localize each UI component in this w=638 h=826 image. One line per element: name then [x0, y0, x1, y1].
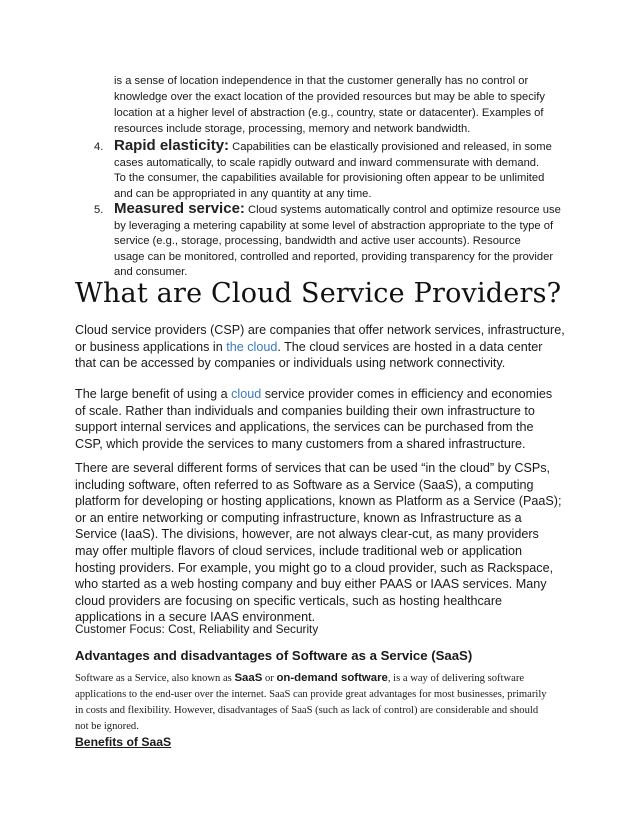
- para-line: applications in a secure IAAS environment.: [75, 610, 316, 625]
- paragraph-csp-definition: [75, 322, 570, 372]
- the-cloud-link[interactable]: the cloud: [226, 339, 278, 354]
- para-line: including software, often referred to as Software as a Service (SaaS), a computing: [75, 477, 534, 492]
- list-line: [114, 138, 586, 156]
- list-number: 5.: [94, 204, 104, 216]
- list-item-body: [114, 201, 586, 281]
- list-term: Rapid elasticity:: [114, 137, 230, 154]
- list-line: by leveraging a metering capability at some level of abstraction appropriate to the type of: [114, 219, 554, 232]
- para-line: that can be accessed by companies or individuals using network connectivity.: [75, 356, 506, 371]
- list-text: Capabilities can be elastically provisioned and released, in some: [232, 141, 552, 153]
- para-line: platform for developing or hosting applications, known as Platform as a Service (PaaS);: [75, 494, 562, 509]
- intro-line: resources include storage, processing, memory and network bandwidth.: [114, 123, 471, 135]
- list-line: cases automatically, to scale rapidly outward and inward commensurate with demand.: [114, 156, 540, 169]
- benefits-heading: Benefits of SaaS: [75, 735, 172, 749]
- saas-term: SaaS: [234, 672, 263, 684]
- para-line: of scale. Rather than individuals and companies building their own infrastructure to: [75, 403, 535, 418]
- para-text: . The cloud services are hosted in a data center: [277, 339, 543, 354]
- list-term: Measured service:: [114, 200, 245, 217]
- list-line: service (e.g., storage, processing, bandwidth and active user accounts). Resource: [114, 235, 521, 248]
- para-line: or an entire networking or computing infrastructure, known as Infrastructure as a: [75, 510, 522, 525]
- list-line: and consumer.: [114, 266, 188, 279]
- para-line: There are several different forms of services that can be used “in the cloud” by CSPs,: [75, 461, 551, 475]
- section-heading: What are Cloud Service Providers?: [75, 278, 562, 309]
- intro-line: knowledge over the exact location of the provided resources but may be able to specify: [114, 91, 545, 103]
- para-line: cloud providers are focusing on specific verticals, such as hosting healthcare: [75, 593, 503, 608]
- para-line: [75, 386, 570, 403]
- list-line: To the consumer, the capabilities available for provisioning often appear to be unlimited: [114, 172, 545, 185]
- advantages-heading: Advantages and disadvantages of Software as a Service (SaaS): [75, 648, 473, 663]
- para-line: [75, 339, 570, 356]
- cloud-link[interactable]: cloud: [231, 387, 262, 401]
- para-line: may offer multiple flavors of cloud services, include traditional web or application: [75, 543, 523, 558]
- para-line: CSP, which provide the services to many customers from a shared infrastructure.: [75, 436, 526, 451]
- para-line: Cloud service providers (CSP) are companies that offer network services, infrastructure,: [75, 323, 565, 337]
- para-line: who started as a web hosting company and buy either PAAS or IAAS services. Many: [75, 577, 547, 592]
- intro-line: is a sense of location independence in that the customer generally has no control or: [114, 75, 529, 87]
- saas-line: [75, 670, 573, 687]
- para-line: hosting providers. For example, you might go to a cloud provider, such as Rackspace,: [75, 560, 554, 575]
- customer-focus-line: Customer Focus: Cost, Reliability and Security: [75, 622, 319, 636]
- list-text: Cloud systems automatically control and optimize resource use: [248, 204, 561, 216]
- list-line: and can be appropriated in any quantity at any time.: [114, 187, 372, 200]
- para-text: The large benefit of using a: [75, 387, 232, 401]
- saas-text: , is a way of delivering software: [387, 673, 525, 684]
- paragraph-service-forms: [75, 460, 570, 626]
- para-line: Service (IaaS). The divisions, however, are not always clear-cut, as many providers: [75, 527, 539, 542]
- para-text: service provider comes in efficiency and economies: [261, 387, 553, 401]
- paragraph-benefit: [75, 386, 570, 452]
- saas-text: Software as a Service, also known as: [75, 673, 235, 684]
- list-line: [114, 201, 586, 219]
- saas-paragraph: [75, 670, 573, 735]
- list-number: 4.: [94, 141, 104, 153]
- saas-line: in costs and flexibility. However, disadvantages of SaaS (such as lack of control) are considerable and should: [75, 705, 539, 716]
- saas-line: applications to the end-user over the internet. SaaS can provide great advantages for most businesses, primarily: [75, 689, 547, 700]
- para-line: support internal services and applications, the services can be purchased from the: [75, 420, 534, 435]
- intro-line: location at a higher level of abstraction (e.g., country, state or datacenter). Examples of: [114, 107, 544, 119]
- saas-line: not be ignored.: [75, 721, 139, 732]
- saas-text: or: [262, 673, 277, 684]
- list-line: usage can be monitored, controlled and reported, providing transparency for the provider: [114, 250, 554, 263]
- para-text: or business applications in: [75, 339, 227, 354]
- list-item-body: [114, 138, 586, 202]
- intro-paragraph: [114, 73, 584, 137]
- on-demand-term: on-demand software: [276, 672, 388, 684]
